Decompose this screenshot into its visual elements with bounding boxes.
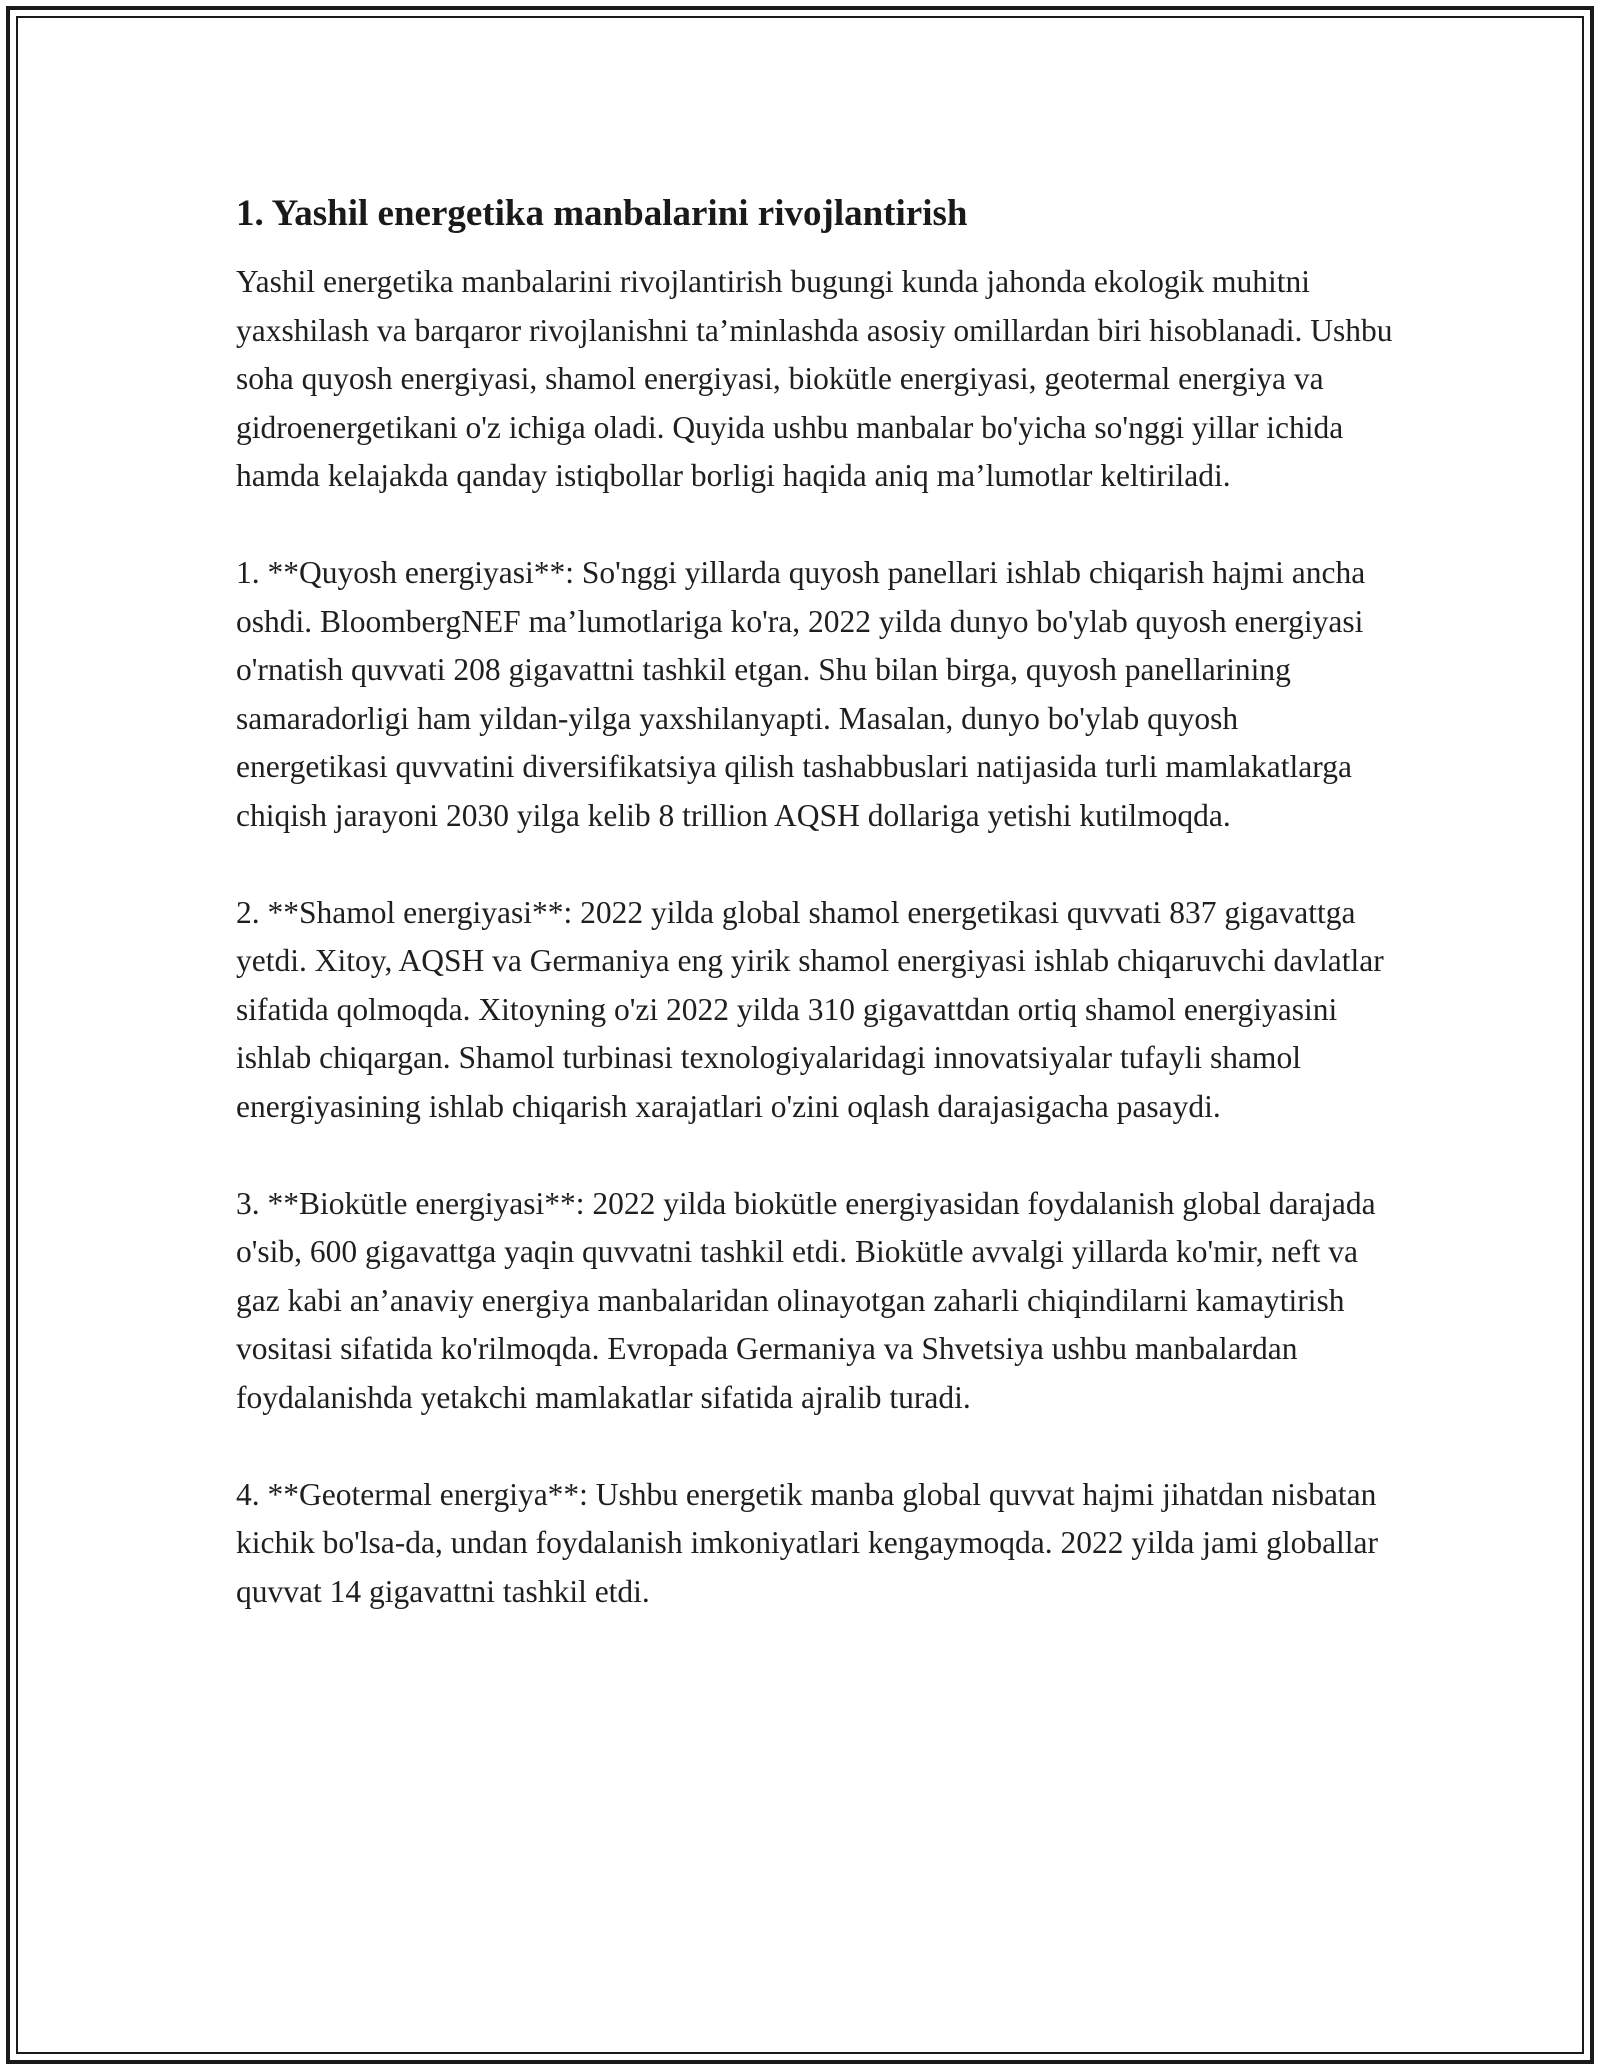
paragraph-geothermal-energy: 4. **Geotermal energiya**: Ushbu energetik manba global quvvat hajmi jihatdan nisbatan kichik bo'lsa-da, undan foydalanish imkoniyatlari kengaymoqda. 2022 yilda jami globallar quvvat 14 gigavattni tashkil etdi. — [236, 1476, 1379, 1609]
document-title: 1. Yashil energetika manbalarini rivojlantirish — [236, 193, 968, 234]
paragraph-wind-energy: 2. **Shamol energiyasi**: 2022 yilda global shamol energetikasi quvvati 837 gigavattga yetdi. Xitoy, AQSH va Germaniya eng yirik shamol energiyasi ishlab chiqaruvchi davlatlar sifatida qolmoqda. Xitoyning o'zi 2022 yilda 310 gigavattdan ortiq shamol energiyasini ishlab chiqargan. Shamol turbinasi texnologiyalaridagi innovatsiyalar tufayli shamol energiyasining ishlab chiqarish xarajatlari o'zini oqlash darajasigacha pasaydi. — [236, 894, 1384, 1124]
document-body — [236, 190, 1396, 1665]
paragraph-intro: Yashil energetika manbalarini rivojlantirish bugungi kunda jahonda ekologik muhitni yaxshilash va barqaror rivojlanishni ta’minlashda asosiy omillardan biri hisoblanadi. Ushbu soha quyosh energiyasi, shamol energiyasi, biokütle energiyasi, geotermal energiya va gidroenergetikani o'z ichiga oladi. Quyida ushbu manbalar bo'yicha so'nggi yillar ichida hamda kelajakda qanday istiqbollar borligi haqida aniq ma’lumotlar keltiriladi. — [236, 264, 1393, 493]
paragraph-biomass-energy: 3. **Biokütle energiyasi**: 2022 yilda biokütle energiyasidan foydalanish global darajada o'sib, 600 gigavattga yaqin quvvatni tashkil etdi. Biokütle avvalgi yillarda ko'mir, neft va gaz kabi an’anaviy energiya manbalaridan olinayotgan zaharli chiqindilarni kamaytirish vositasi sifatida ko'rilmoqda. Evropada Germaniya va Shvetsiya ushbu manbalardan foydalanishda yetakchi mamlakatlar sifatida ajralib turadi. — [236, 1185, 1376, 1415]
paragraph-solar-energy: 1. **Quyosh energiyasi**: So'nggi yillarda quyosh panellari ishlab chiqarish hajmi ancha oshdi. BloombergNEF ma’lumotlariga ko'ra, 2022 yilda dunyo bo'ylab quyosh energiyasi o'rnatish quvvati 208 gigavattni tashkil etgan. Shu bilan birga, quyosh panellarining samaradorligi ham yildan-yilga yaxshilanyapti. Masalan, dunyo bo'ylab quyosh energetikasi quvvatini diversifikatsiya qilish tashabbuslari natijasida turli mamlakatlarga chiqish jarayoni 2030 yilga kelib 8 trillion AQSH dollariga yetishi kutilmoqda. — [236, 555, 1366, 833]
